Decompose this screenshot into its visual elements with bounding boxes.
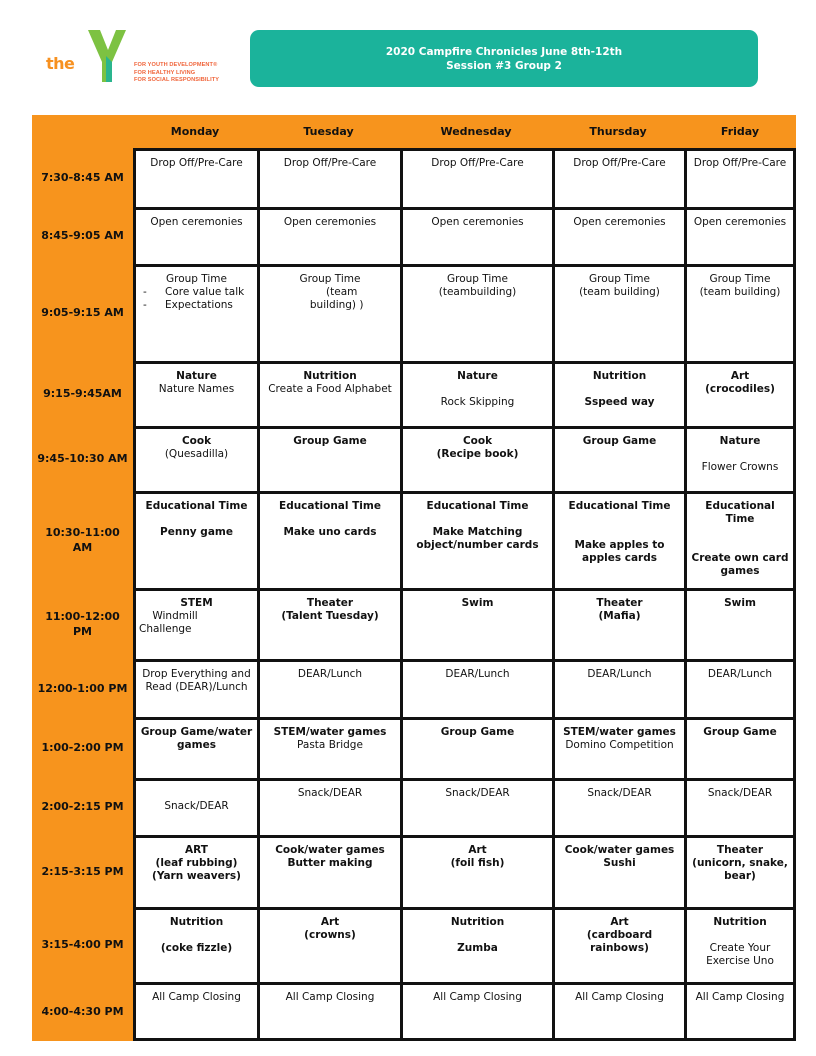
activity-title: Cook/water games bbox=[275, 844, 385, 856]
activity-title: Group Game/water games bbox=[140, 726, 256, 751]
activity-detail: Flower Crowns bbox=[701, 461, 779, 473]
time-slot: 2:00-2:15 PM bbox=[32, 778, 133, 835]
activity-title: Art bbox=[320, 916, 340, 928]
time-slot: 9:45-10:30 AM bbox=[32, 426, 133, 491]
activity-title: (crowns) bbox=[304, 929, 356, 941]
activity-cell bbox=[552, 982, 684, 1041]
activity-title: Create own card games bbox=[691, 552, 793, 577]
activity-cell bbox=[133, 835, 257, 907]
activity-detail: Create a Food Alphabet bbox=[268, 383, 392, 395]
activity-cell bbox=[257, 148, 400, 207]
activity-cell bbox=[552, 207, 684, 264]
activity-bullet-list bbox=[139, 286, 254, 312]
activity-detail: (team building) bbox=[699, 286, 781, 298]
activity-cell bbox=[400, 207, 552, 264]
activity-cell bbox=[684, 207, 796, 264]
activity-detail: DEAR/Lunch bbox=[297, 668, 363, 680]
activity-detail: Group Time bbox=[446, 273, 508, 285]
time-slot: 7:30-8:45 AM bbox=[32, 148, 133, 207]
activity-cell bbox=[400, 264, 552, 361]
day-header: Friday bbox=[684, 115, 796, 148]
activity-detail: DEAR/Lunch bbox=[587, 668, 652, 680]
activity-title: Group Game bbox=[440, 726, 515, 738]
activity-detail: Challenge bbox=[139, 623, 192, 635]
activity-cell bbox=[684, 361, 796, 426]
activity-title: (unicorn, snake, bear) bbox=[692, 857, 792, 882]
activity-title: Art bbox=[468, 844, 487, 856]
activity-cell bbox=[133, 148, 257, 207]
activity-detail: building) ) bbox=[296, 299, 364, 311]
activity-title: (Recipe book) bbox=[436, 448, 519, 460]
day-header: Tuesday bbox=[257, 115, 400, 148]
activity-cell bbox=[133, 588, 257, 659]
activity-cell bbox=[684, 491, 796, 588]
activity-cell bbox=[133, 426, 257, 491]
activity-cell bbox=[133, 207, 257, 264]
day-header: Thursday bbox=[552, 115, 684, 148]
activity-title: (Talent Tuesday) bbox=[281, 610, 379, 622]
activity-cell bbox=[552, 907, 684, 982]
activity-detail: Windmill bbox=[139, 610, 198, 622]
activity-title: STEM/water games bbox=[563, 726, 676, 738]
activity-cell bbox=[133, 491, 257, 588]
activity-detail: Drop Off/Pre-Care bbox=[150, 157, 243, 169]
activity-detail: Group Time bbox=[299, 273, 361, 285]
activity-title: Nutrition bbox=[303, 370, 357, 382]
activity-detail bbox=[558, 526, 681, 539]
activity-cell bbox=[133, 982, 257, 1041]
activity-cell bbox=[400, 148, 552, 207]
activity-title: Cook bbox=[462, 435, 493, 447]
activity-title: STEM/water games bbox=[273, 726, 387, 738]
activity-detail: Domino Competition bbox=[565, 739, 674, 751]
activity-detail: Create Your Exercise Uno bbox=[706, 942, 774, 967]
activity-detail: All Camp Closing bbox=[433, 991, 522, 1003]
activity-detail bbox=[558, 383, 681, 396]
activity-cell bbox=[552, 659, 684, 717]
activity-title: Educational Time bbox=[705, 500, 779, 525]
activity-detail: All Camp Closing bbox=[695, 991, 785, 1003]
activity-cell bbox=[257, 426, 400, 491]
activity-detail: Open ceremonies bbox=[431, 216, 524, 228]
activity-title: STEM bbox=[180, 597, 213, 609]
time-slot: 10:30-11:00 AM bbox=[32, 491, 133, 588]
activity-title: Educational Time bbox=[279, 500, 381, 512]
activity-title: Sushi bbox=[603, 857, 636, 869]
activity-cell bbox=[400, 907, 552, 982]
activity-title: (foil fish) bbox=[450, 857, 505, 869]
activity-cell bbox=[552, 588, 684, 659]
activity-title: Butter making bbox=[287, 857, 373, 869]
activity-detail bbox=[690, 448, 790, 461]
activity-cell bbox=[400, 361, 552, 426]
activity-title: Group Game bbox=[703, 726, 777, 738]
activity-title: Educational Time bbox=[568, 500, 671, 512]
activity-detail: Snack/DEAR bbox=[445, 787, 510, 799]
time-slot: 9:15-9:45AM bbox=[32, 361, 133, 426]
activity-cell bbox=[257, 659, 400, 717]
activity-detail: (Quesadilla) bbox=[164, 448, 229, 460]
activity-cell bbox=[133, 361, 257, 426]
activity-cell bbox=[552, 491, 684, 588]
activity-title: Swim bbox=[461, 597, 494, 609]
activity-cell bbox=[400, 491, 552, 588]
activity-detail: Pasta Bridge bbox=[297, 739, 363, 751]
time-slot: 12:00-1:00 PM bbox=[32, 659, 133, 717]
title-banner bbox=[250, 30, 758, 87]
activity-cell bbox=[400, 588, 552, 659]
time-slot: 2:15-3:15 PM bbox=[32, 835, 133, 907]
activity-title: Theater bbox=[306, 597, 354, 609]
activity-title: (Mafia) bbox=[598, 610, 641, 622]
activity-cell bbox=[684, 835, 796, 907]
activity-cell bbox=[257, 982, 400, 1041]
day-header: Wednesday bbox=[400, 115, 552, 148]
activity-cell bbox=[552, 717, 684, 778]
activity-detail: (teambuilding) bbox=[438, 286, 517, 298]
activity-title: Nutrition bbox=[592, 370, 647, 382]
activity-detail: Snack/DEAR bbox=[707, 787, 773, 799]
activity-cell bbox=[684, 717, 796, 778]
activity-detail: Drop Off/Pre-Care bbox=[283, 157, 377, 169]
activity-title: Swim bbox=[724, 597, 756, 609]
activity-cell bbox=[684, 778, 796, 835]
activity-title: Nutrition bbox=[713, 916, 767, 928]
activity-cell bbox=[400, 778, 552, 835]
activity-title: Educational Time bbox=[426, 500, 529, 512]
time-slot: 9:05-9:15 AM bbox=[32, 264, 133, 361]
activity-bullet: - Core value talk bbox=[139, 286, 254, 299]
header-corner bbox=[32, 115, 133, 148]
activity-detail: Snack/DEAR bbox=[587, 787, 652, 799]
time-slot: 1:00-2:00 PM bbox=[32, 717, 133, 778]
activity-detail bbox=[406, 513, 549, 526]
activity-detail bbox=[139, 929, 254, 942]
activity-cell bbox=[133, 778, 257, 835]
activity-cell bbox=[552, 426, 684, 491]
banner-title: 2020 Campfire Chronicles June 8th-12th bbox=[385, 45, 623, 58]
activity-cell bbox=[684, 982, 796, 1041]
activity-cell bbox=[400, 659, 552, 717]
activity-cell bbox=[257, 778, 400, 835]
activity-title: Cook/water games bbox=[564, 844, 675, 856]
activity-cell bbox=[684, 148, 796, 207]
activity-title: Sspeed way bbox=[584, 396, 655, 408]
activity-detail: All Camp Closing bbox=[285, 991, 375, 1003]
activity-title: (leaf rubbing) bbox=[155, 857, 238, 869]
activity-title: Group Game bbox=[293, 435, 367, 447]
tagline-line: FOR SOCIAL RESPONSIBILITY bbox=[134, 77, 220, 83]
activity-cell bbox=[552, 835, 684, 907]
activity-detail: DEAR/Lunch bbox=[445, 668, 510, 680]
activity-detail: Snack/DEAR bbox=[164, 800, 229, 812]
activity-cell bbox=[552, 778, 684, 835]
activity-detail bbox=[406, 383, 549, 396]
activity-cell bbox=[257, 264, 400, 361]
activity-cell bbox=[684, 264, 796, 361]
activity-cell bbox=[257, 907, 400, 982]
activity-detail: Group Time bbox=[709, 273, 771, 285]
tagline-line: FOR YOUTH DEVELOPMENT® bbox=[134, 62, 218, 68]
activity-title: Make Matching object/number cards bbox=[416, 526, 539, 551]
activity-title: (crocodiles) bbox=[705, 383, 775, 395]
logo-tagline bbox=[134, 62, 219, 85]
activity-detail bbox=[139, 513, 254, 526]
activity-cell bbox=[552, 148, 684, 207]
activity-detail: Drop Off/Pre-Care bbox=[693, 157, 787, 169]
time-slot: 11:00-12:00 PM bbox=[32, 588, 133, 659]
activity-cell bbox=[400, 835, 552, 907]
activity-title: Zumba bbox=[457, 942, 498, 954]
activity-title: Theater bbox=[716, 844, 764, 856]
activity-detail: Drop Off/Pre-Care bbox=[431, 157, 524, 169]
activity-detail bbox=[690, 539, 790, 552]
activity-title: Make apples to apples cards bbox=[574, 539, 669, 564]
activity-title: (coke fizzle) bbox=[160, 942, 233, 954]
activity-title: Theater bbox=[596, 597, 643, 609]
activity-cell bbox=[257, 491, 400, 588]
activity-detail: Open ceremonies bbox=[573, 216, 666, 228]
activity-title: (cardboard rainbows) bbox=[586, 929, 656, 954]
activity-detail: Group Time bbox=[588, 273, 650, 285]
activity-title: Art bbox=[610, 916, 629, 928]
activity-cell bbox=[400, 717, 552, 778]
activity-title: Cook bbox=[181, 435, 212, 447]
activity-cell bbox=[133, 659, 257, 717]
activity-detail: Open ceremonies bbox=[283, 216, 377, 228]
activity-cell bbox=[684, 659, 796, 717]
activity-cell bbox=[133, 264, 257, 361]
activity-detail bbox=[690, 526, 790, 539]
ymca-logo bbox=[44, 26, 234, 92]
activity-detail: Snack/DEAR bbox=[297, 787, 363, 799]
activity-detail: Open ceremonies bbox=[150, 216, 243, 228]
activity-detail: DEAR/Lunch bbox=[707, 668, 773, 680]
activity-detail: Open ceremonies bbox=[693, 216, 787, 228]
activity-detail: Drop Everything and Read (DEAR)/Lunch bbox=[142, 668, 255, 693]
activity-title: Make uno cards bbox=[283, 526, 377, 538]
activity-cell bbox=[552, 361, 684, 426]
activity-cell bbox=[257, 588, 400, 659]
activity-cell bbox=[684, 907, 796, 982]
activity-cell bbox=[400, 426, 552, 491]
activity-title: Nature bbox=[457, 370, 498, 382]
schedule-table bbox=[32, 115, 796, 1041]
time-slot: 3:15-4:00 PM bbox=[32, 907, 133, 982]
activity-detail: Group Time bbox=[165, 273, 227, 285]
activity-cell bbox=[400, 982, 552, 1041]
logo-word: the bbox=[46, 54, 75, 73]
activity-title: Nature bbox=[176, 370, 217, 382]
activity-title: Nutrition bbox=[450, 916, 505, 928]
day-header: Monday bbox=[133, 115, 257, 148]
activity-detail: All Camp Closing bbox=[152, 991, 241, 1003]
banner-subtitle: Session #3 Group 2 bbox=[446, 59, 562, 72]
activity-detail: (team building) bbox=[579, 286, 660, 298]
activity-title: Penny game bbox=[160, 526, 233, 538]
activity-cell bbox=[133, 717, 257, 778]
activity-cell bbox=[684, 588, 796, 659]
activity-detail bbox=[406, 929, 549, 942]
activity-cell bbox=[257, 361, 400, 426]
activity-detail: (team bbox=[302, 286, 358, 298]
activity-detail bbox=[558, 513, 681, 526]
activity-title: (Yarn weavers) bbox=[152, 870, 241, 882]
time-slot: 8:45-9:05 AM bbox=[32, 207, 133, 264]
activity-cell bbox=[257, 207, 400, 264]
activity-title: ART bbox=[185, 844, 208, 856]
activity-title: Nutrition bbox=[169, 916, 224, 928]
activity-detail bbox=[263, 513, 397, 526]
activity-title: Nature bbox=[719, 435, 761, 447]
activity-title: Educational Time bbox=[145, 500, 248, 512]
activity-bullet: - Expectations bbox=[139, 299, 254, 312]
activity-cell bbox=[552, 264, 684, 361]
activity-title: Art bbox=[730, 370, 750, 382]
activity-cell bbox=[257, 835, 400, 907]
activity-detail: Nature Names bbox=[158, 383, 235, 395]
activity-detail bbox=[690, 929, 790, 942]
time-slot: 4:00-4:30 PM bbox=[32, 982, 133, 1041]
activity-cell bbox=[684, 426, 796, 491]
tagline-line: FOR HEALTHY LIVING bbox=[134, 69, 196, 76]
activity-detail: Drop Off/Pre-Care bbox=[573, 157, 666, 169]
activity-detail bbox=[139, 787, 254, 800]
activity-detail: Rock Skipping bbox=[440, 396, 515, 408]
activity-title: Group Game bbox=[582, 435, 657, 447]
activity-cell bbox=[257, 717, 400, 778]
activity-detail: All Camp Closing bbox=[575, 991, 664, 1003]
activity-cell bbox=[133, 907, 257, 982]
